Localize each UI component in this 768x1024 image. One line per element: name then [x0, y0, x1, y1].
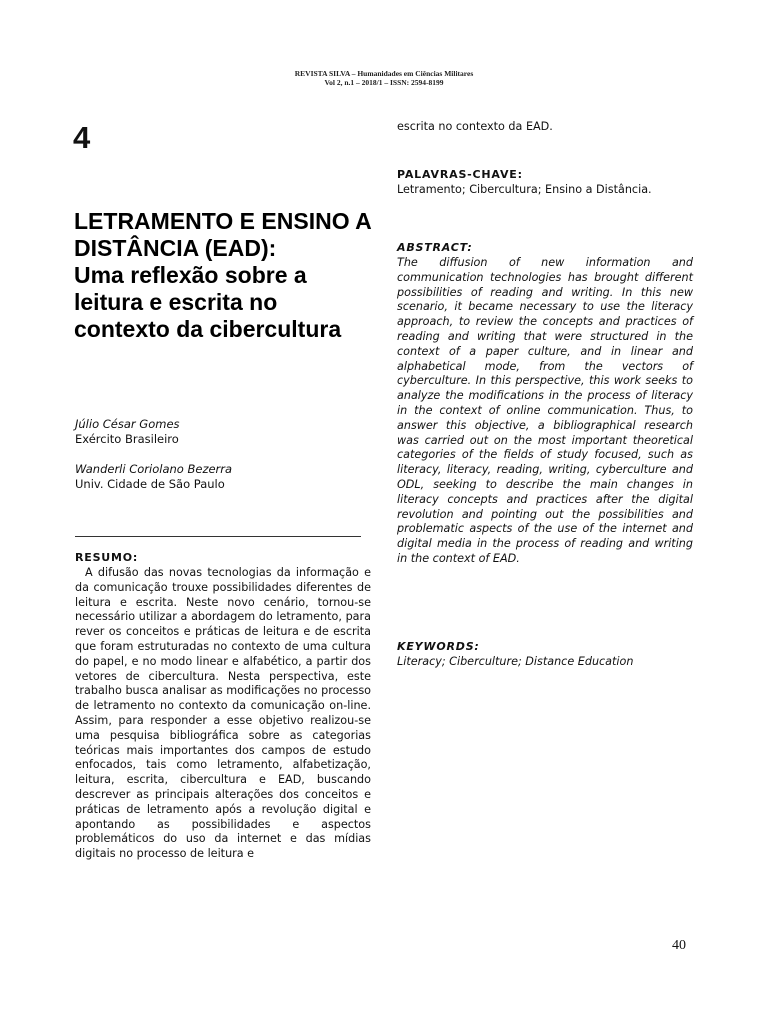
author-name: Wanderli Coriolano Bezerra [75, 462, 233, 476]
author-block [75, 417, 180, 447]
journal-header [0, 69, 768, 87]
separator-line [75, 536, 361, 537]
author-affiliation: Exército Brasileiro [75, 432, 179, 446]
abstract-label: ABSTRACT: [397, 241, 473, 254]
article-title [74, 208, 374, 343]
author-affiliation: Univ. Cidade de São Paulo [75, 477, 225, 491]
palavras-chave-label: PALAVRAS-CHAVE: [397, 168, 523, 181]
keywords-label: KEYWORDS: [397, 640, 480, 653]
journal-volume-line: Vol 2, n.1 – 2018/1 – ISSN: 2594-8199 [324, 78, 444, 87]
journal-title-line: REVISTA SILVA – Humanidades em Ciências Militares [294, 69, 474, 78]
author-name: Júlio César Gomes [75, 417, 180, 431]
palavras-chave-text: Letramento; Cibercultura; Ensino a Distância. [397, 183, 652, 196]
abstract-text: The diffusion of new information and communication technologies has brought different possibilities of reading and writing. In this new scenario, it became necessary to use the literacy approach, to review the concepts and practices of reading and writing that were structured in the context of a paper culture, and in linear and alphabetical mode, from the vectors of cyberculture. In this perspective, this work seeks to analyze the modifications in the process of literacy in the context of online communication. Thus, to answer this objective, a bibliographical research was carried out on the most important theoretical categories of the fields of study focused, such as literacy, literacy, reading, writing, cyberculture and ODL, seeking to describe the main changes in literacy concepts and practices after the digital revolution and pointing out the possibilities and problematic aspects of the use of the internet and digital media in the process of reading and writing in the context of EAD. [397, 256, 693, 565]
chapter-number: 4 [73, 120, 91, 155]
title-subtitle: Uma reflexão sobre a leitura e escrita no contexto da cibercultura [74, 262, 342, 342]
page-number: 40 [672, 938, 686, 953]
resumo-text: A difusão das novas tecnologias da informação e da comunicação trouxe possibilidades diferentes de leitura e escrita. Neste novo cenário, tornou-se necessário utilizar a abordagem do letramento, para rever os conceitos e práticas de leitura e de escrita que foram estruturadas no contexto de uma cultura do papel, e no modo linear e alfabético, a partir dos vetores de cibercultura. Nesta perspectiva, este trabalho busca analisar as modificações no processo de letramento no contexto da comunicação on-line. Assim, para responder a esse objetivo realizou-se uma pesquisa bibliográfica sobre as categorias teóricas mais importantes dos campos de estudo enfocados, tais como letramento, alfabetização, leitura, escrita, cibercultura e EAD, buscando descrever as principais alterações dos conceitos e práticas de letramento após a revolução digital e apontando as possibilidades e aspectos problemáticos do uso da internet e das mídias digitais no processo de leitura e [75, 566, 371, 861]
resumo-label: RESUMO: [75, 551, 139, 564]
title-main: LETRAMENTO E ENSINO A DISTÂNCIA (EAD): [74, 208, 371, 261]
author-block [75, 462, 232, 492]
keywords-text: Literacy; Ciberculture; Distance Education [397, 655, 634, 668]
resumo-continuation: escrita no contexto da EAD. [397, 120, 553, 133]
